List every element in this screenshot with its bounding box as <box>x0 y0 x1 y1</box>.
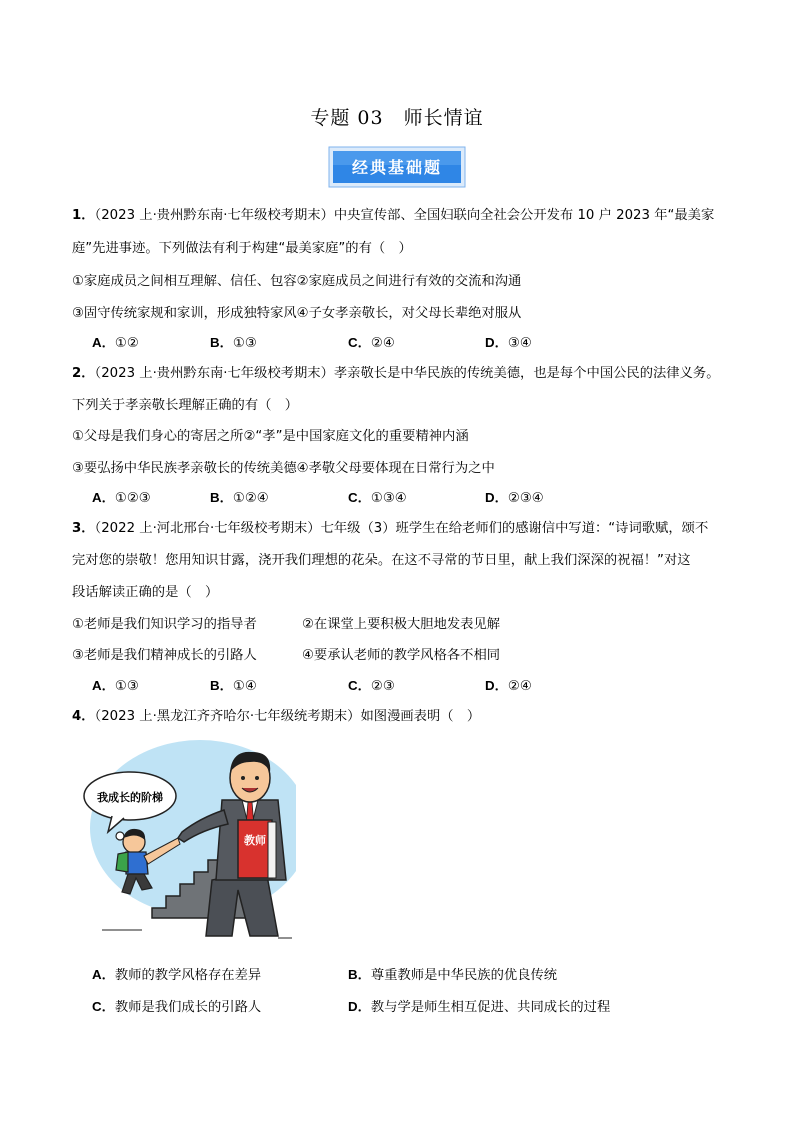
q3-option-a[interactable]: A．①③ <box>92 678 139 694</box>
q4-option-b[interactable]: B．尊重教师是中华民族的优良传统 <box>348 967 558 983</box>
q3-stem-line-3: 段话解读正确的是（ ） <box>72 585 219 600</box>
book-pages <box>268 822 276 878</box>
child-backpack <box>116 852 128 872</box>
q1-item-line-2: ③固守传统家规和家训，形成独特家风④子女孝亲敬长，对父母长辈绝对服从 <box>72 306 522 321</box>
section-badge <box>328 146 466 188</box>
q1-option-c[interactable]: C．②④ <box>348 335 395 351</box>
q3-option-d[interactable]: D．②④ <box>485 678 532 694</box>
q4-option-a[interactable]: A．教师的教学风格存在差异 <box>92 967 262 983</box>
q3-stem-line-2: 完对您的崇敬！您用知识甘露，浇开我们理想的花朵。在这不寻常的节日里，献上我们深深的祝福！”对这 <box>72 553 691 568</box>
q3-option-b[interactable]: B．①④ <box>210 678 257 694</box>
q1-option-b[interactable]: B．①③ <box>210 335 257 351</box>
q3-item-1: ①老师是我们知识学习的指导者 <box>72 617 257 632</box>
q2-stem-line-1: 2．（2023 上·贵州黔东南·七年级校考期末）孝亲敬长是中华民族的传统美德，也是每个中国公民的法律义务。 <box>72 366 720 381</box>
q3-number: 3． <box>72 521 95 536</box>
q1-option-d[interactable]: D．③④ <box>485 335 532 351</box>
q3-item-2: ②在课堂上要积极大胆地发表见解 <box>302 617 501 632</box>
q3-option-c[interactable]: C．②③ <box>348 678 395 694</box>
badge-label: 经典基础题 <box>351 158 442 177</box>
q1-option-a[interactable]: A．①② <box>92 335 139 351</box>
page-title: 专题 03 师长情谊 <box>310 107 484 129</box>
q2-stem-line-2: 下列关于孝亲敬长理解正确的有（ ） <box>72 398 299 413</box>
book-label: 教师 <box>244 834 266 847</box>
q2-option-c[interactable]: C．①③④ <box>348 490 407 506</box>
q1-item-line-1: ①家庭成员之间相互理解、信任、包容②家庭成员之间进行有效的交流和沟通 <box>72 274 522 289</box>
q3-item-3: ③老师是我们精神成长的引路人 <box>72 648 257 663</box>
q2-item-line-2: ③要弘扬中华民族孝亲敬长的传统美德④孝敬父母要体现在日常行为之中 <box>72 461 495 476</box>
comic-illustration <box>82 740 296 940</box>
q2-option-b[interactable]: B．①②④ <box>210 490 269 506</box>
q2-number: 2． <box>72 366 95 381</box>
bubble-text: 我成长的阶梯 <box>97 791 163 804</box>
q4-option-d[interactable]: D．教与学是师生相互促进、共同成长的过程 <box>348 999 611 1015</box>
q1-stem-line-1: 1．（2023 上·贵州黔东南·七年级校考期末）中央宣传部、全国妇联向全社会公开发布 10 户 2023 年“最美家 <box>72 208 715 223</box>
q1-stem-line-2: 庭”先进事迹。下列做法有利于构建“最美家庭”的有（ ） <box>72 241 412 256</box>
q3-stem-line-1: 3．（2022 上·河北邢台·七年级校考期末）七年级（3）班学生在给老师们的感谢信中写道：“诗词歌赋，颂不 <box>72 521 709 536</box>
q2-option-a[interactable]: A．①②③ <box>92 490 151 506</box>
q1-number: 1． <box>72 208 95 223</box>
teacher-eye-left <box>241 776 245 780</box>
q4-stem-line-1: 4．（2023 上·黑龙江齐齐哈尔·七年级统考期末）如图漫画表明（ ） <box>72 709 481 724</box>
teacher-eye-right <box>255 776 259 780</box>
q3-item-4: ④要承认老师的教学风格各不相同 <box>302 648 501 663</box>
q4-option-c[interactable]: C．教师是我们成长的引路人 <box>92 999 262 1015</box>
red-book <box>238 820 272 878</box>
q4-number: 4． <box>72 709 95 724</box>
q2-item-line-1: ①父母是我们身心的寄居之所②“孝”是中国家庭文化的重要精神内涵 <box>72 429 469 444</box>
q2-option-d[interactable]: D．②③④ <box>485 490 544 506</box>
